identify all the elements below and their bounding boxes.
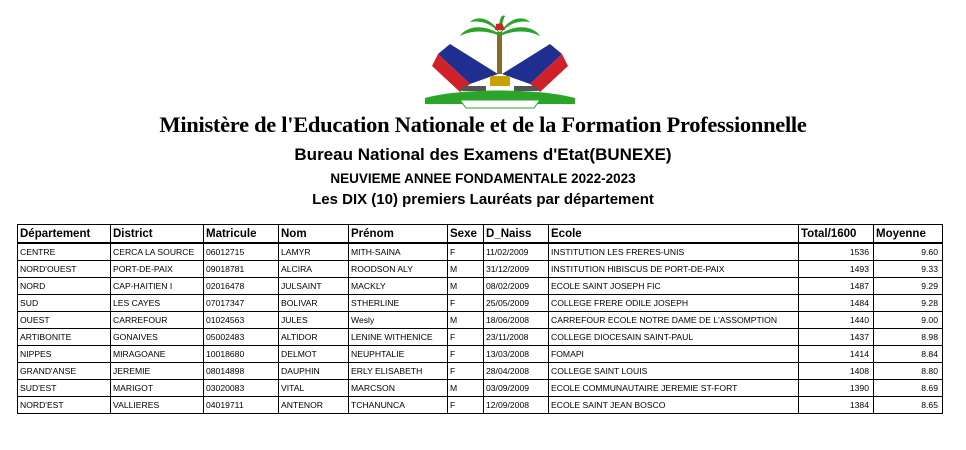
table-cell: 08/02/2009	[484, 278, 549, 295]
table-cell: GRAND'ANSE	[18, 363, 111, 380]
table-cell: 05002483	[204, 329, 279, 346]
table-row	[18, 243, 943, 261]
table-cell: ECOLE COMMUNAUTAIRE JEREMIE ST-FORT	[549, 380, 799, 397]
table-cell: INSTITUTION LES FRERES-UNIS	[549, 243, 799, 261]
table-cell: PORT-DE-PAIX	[111, 261, 204, 278]
table-cell: 1437	[799, 329, 874, 346]
table-cell: NEUPHTALIE	[349, 346, 448, 363]
table-cell: F	[448, 243, 484, 261]
table-cell: M	[448, 380, 484, 397]
table-cell: 1414	[799, 346, 874, 363]
table-cell: ERLY ELISABETH	[349, 363, 448, 380]
table-cell: NORD'EST	[18, 397, 111, 414]
table-cell: 07017347	[204, 295, 279, 312]
table-cell: DELMOT	[279, 346, 349, 363]
table-cell: F	[448, 397, 484, 414]
laureates-subtitle: Les DIX (10) premiers Lauréats par département	[312, 191, 654, 208]
table-row	[18, 295, 943, 312]
table-cell: MIRAGOANE	[111, 346, 204, 363]
table-cell: 1536	[799, 243, 874, 261]
table-row	[18, 346, 943, 363]
table-cell: M	[448, 312, 484, 329]
table-cell: 08014898	[204, 363, 279, 380]
table-cell: LAMYR	[279, 243, 349, 261]
table-cell: 1384	[799, 397, 874, 414]
table-cell: 01024563	[204, 312, 279, 329]
table-cell: 9.60	[874, 243, 943, 261]
table-cell: 02016478	[204, 278, 279, 295]
table-cell: NORD'OUEST	[18, 261, 111, 278]
haiti-coat-of-arms-emblem	[410, 14, 590, 114]
table-cell: JULES	[279, 312, 349, 329]
table-cell: 31/12/2009	[484, 261, 549, 278]
table-cell: ROODSON ALY	[349, 261, 448, 278]
table-cell: ALCIRA	[279, 261, 349, 278]
table-cell: 06012715	[204, 243, 279, 261]
table-cell: F	[448, 329, 484, 346]
table-cell: INSTITUTION HIBISCUS DE PORT-DE-PAIX	[549, 261, 799, 278]
table-cell: Wesly	[349, 312, 448, 329]
ministry-title: Ministère de l'Education Nationale et de la Formation Professionnelle	[159, 112, 807, 137]
table-cell: CENTRE	[18, 243, 111, 261]
table-cell: 18/06/2008	[484, 312, 549, 329]
table-cell: VITAL	[279, 380, 349, 397]
table-cell: MARCSON	[349, 380, 448, 397]
table-cell: M	[448, 278, 484, 295]
table-cell: CARREFOUR ECOLE NOTRE DAME DE L'ASSOMPTION	[549, 312, 799, 329]
table-cell: 23/11/2008	[484, 329, 549, 346]
table-cell: 1390	[799, 380, 874, 397]
exam-title: NEUVIEME ANNEE FONDAMENTALE 2022-2023	[330, 171, 636, 186]
table-header-row	[18, 225, 943, 244]
table-cell: 9.28	[874, 295, 943, 312]
table-cell: VALLIERES	[111, 397, 204, 414]
table-cell: 1484	[799, 295, 874, 312]
table-cell: SUD'EST	[18, 380, 111, 397]
table-cell: 03/09/2009	[484, 380, 549, 397]
table-cell: ANTENOR	[279, 397, 349, 414]
column-header: Sexe	[448, 225, 484, 244]
table-cell: F	[448, 346, 484, 363]
table-cell: 28/04/2008	[484, 363, 549, 380]
table-row	[18, 261, 943, 278]
table-cell: ARTIBONITE	[18, 329, 111, 346]
table-cell: 8.80	[874, 363, 943, 380]
laureates-table	[17, 224, 943, 414]
table-cell: 9.00	[874, 312, 943, 329]
table-cell: F	[448, 363, 484, 380]
table-cell: 11/02/2009	[484, 243, 549, 261]
table-cell: 03020083	[204, 380, 279, 397]
table-cell: 13/03/2008	[484, 346, 549, 363]
table-cell: OUEST	[18, 312, 111, 329]
table-cell: ALTIDOR	[279, 329, 349, 346]
table-cell: FOMAPI	[549, 346, 799, 363]
column-header: Moyenne	[874, 225, 943, 244]
bureau-title: Bureau National des Examens d'Etat(BUNEXE)	[294, 145, 672, 164]
column-header: Total/1600	[799, 225, 874, 244]
table-cell: BOLIVAR	[279, 295, 349, 312]
table-cell: LENINE WITHENICE	[349, 329, 448, 346]
table-cell: NORD	[18, 278, 111, 295]
table-cell: STHERLINE	[349, 295, 448, 312]
table-cell: ECOLE SAINT JEAN BOSCO	[549, 397, 799, 414]
table-cell: 25/05/2009	[484, 295, 549, 312]
table-cell: 1493	[799, 261, 874, 278]
table-cell: 1440	[799, 312, 874, 329]
table-cell: M	[448, 261, 484, 278]
table-cell: MACKLY	[349, 278, 448, 295]
table-cell: 8.98	[874, 329, 943, 346]
column-header: District	[111, 225, 204, 244]
table-cell: 1408	[799, 363, 874, 380]
table-cell: CARREFOUR	[111, 312, 204, 329]
table-cell: COLLEGE FRERE ODILE JOSEPH	[549, 295, 799, 312]
column-header: D_Naiss	[484, 225, 549, 244]
column-header: Ecole	[549, 225, 799, 244]
column-header: Nom	[279, 225, 349, 244]
table-cell: SUD	[18, 295, 111, 312]
table-cell: 10018680	[204, 346, 279, 363]
table-cell: 04019711	[204, 397, 279, 414]
column-header: Matricule	[204, 225, 279, 244]
table-cell: MARIGOT	[111, 380, 204, 397]
table-row	[18, 380, 943, 397]
table-cell: 12/09/2008	[484, 397, 549, 414]
table-cell: 8.84	[874, 346, 943, 363]
table-cell: LES CAYES	[111, 295, 204, 312]
table-cell: MITH-SAINA	[349, 243, 448, 261]
table-cell: 9.29	[874, 278, 943, 295]
table-cell: JULSAINT	[279, 278, 349, 295]
column-header: Département	[18, 225, 111, 244]
table-cell: COLLEGE DIOCESAIN SAINT-PAUL	[549, 329, 799, 346]
table-cell: 8.69	[874, 380, 943, 397]
table-row	[18, 278, 943, 295]
table-cell: 09018781	[204, 261, 279, 278]
table-cell: CAP-HAITIEN I	[111, 278, 204, 295]
table-row	[18, 363, 943, 380]
table-cell: GONAIVES	[111, 329, 204, 346]
table-row	[18, 312, 943, 329]
table-cell: CERCA LA SOURCE	[111, 243, 204, 261]
table-cell: 9.33	[874, 261, 943, 278]
table-cell: DAUPHIN	[279, 363, 349, 380]
table-cell: 8.65	[874, 397, 943, 414]
table-row	[18, 397, 943, 414]
table-cell: 1487	[799, 278, 874, 295]
table-cell: JEREMIE	[111, 363, 204, 380]
table-cell: F	[448, 295, 484, 312]
column-header: Prénom	[349, 225, 448, 244]
table-cell: NIPPES	[18, 346, 111, 363]
table-cell: ECOLE SAINT JOSEPH FIC	[549, 278, 799, 295]
table-cell: COLLEGE SAINT LOUIS	[549, 363, 799, 380]
table-cell: TCHANUNCA	[349, 397, 448, 414]
table-row	[18, 329, 943, 346]
